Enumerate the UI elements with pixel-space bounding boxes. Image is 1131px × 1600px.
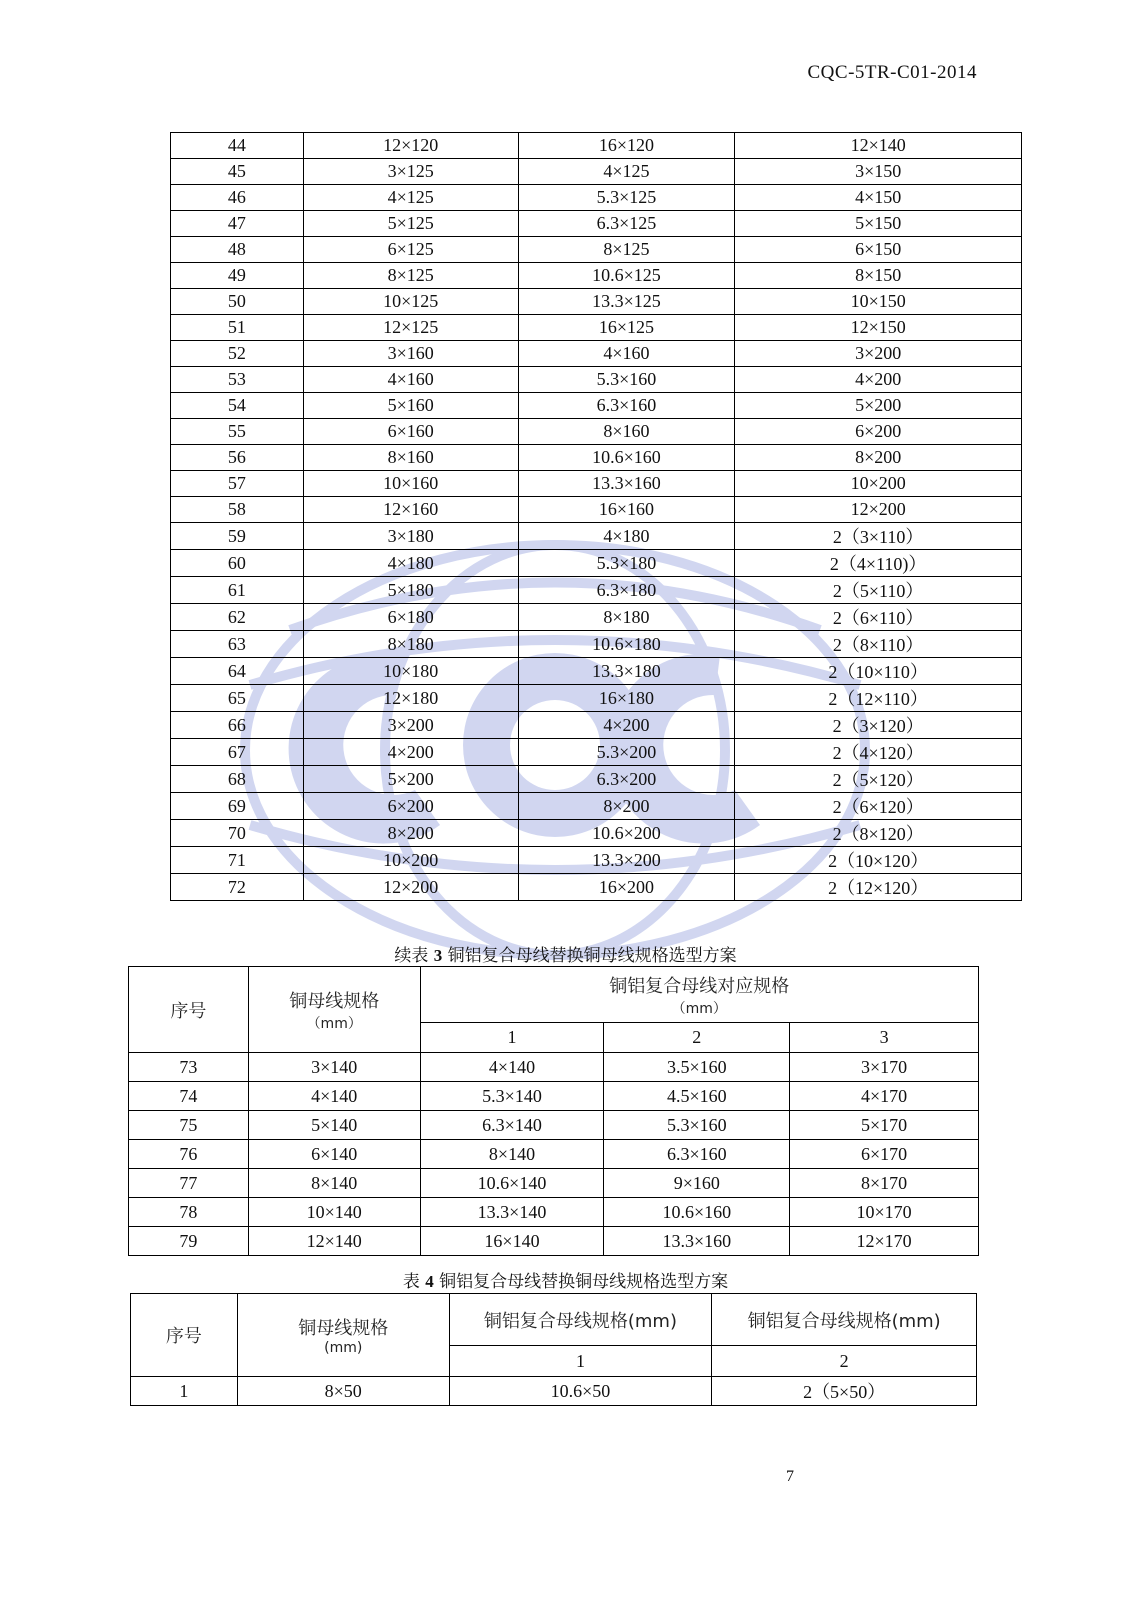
table-cell: 6.3×125 <box>518 211 735 237</box>
table-cell: 72 <box>171 874 304 901</box>
table-cell: 6×200 <box>735 419 1022 445</box>
table-cell: 2（4×110)） <box>735 550 1022 577</box>
table-cell: 2（5×110） <box>735 577 1022 604</box>
table-cell: 4×180 <box>518 523 735 550</box>
table4-caption <box>0 1267 1131 1292</box>
table-cell: 4×170 <box>790 1082 979 1111</box>
table-row <box>171 658 1022 685</box>
table-row <box>171 185 1022 211</box>
table-cell: 3×200 <box>735 341 1022 367</box>
table-row <box>129 1169 979 1198</box>
table-cell: 12×125 <box>303 315 518 341</box>
table-cell: 13.3×125 <box>518 289 735 315</box>
table-cell: 10.6×160 <box>518 445 735 471</box>
table-cell: 50 <box>171 289 304 315</box>
table-cell: 16×180 <box>518 685 735 712</box>
table-cell: 12×200 <box>735 497 1022 523</box>
table-cell: 5×170 <box>790 1111 979 1140</box>
table-cell: 12×140 <box>735 133 1022 159</box>
table-cell: 5.3×125 <box>518 185 735 211</box>
table-cell: 8×125 <box>303 263 518 289</box>
table-cell: 8×200 <box>735 445 1022 471</box>
table-cell: 79 <box>129 1227 249 1256</box>
table-cell: 6.3×160 <box>604 1140 790 1169</box>
table-cell: 6×140 <box>248 1140 420 1169</box>
table-row <box>171 820 1022 847</box>
table-cell: 13.3×160 <box>518 471 735 497</box>
table-cell: 10×140 <box>248 1198 420 1227</box>
table-cell: 68 <box>171 766 304 793</box>
table-cell: 5×180 <box>303 577 518 604</box>
table-3 <box>128 966 979 1256</box>
table-cell: 8×180 <box>518 604 735 631</box>
table-row <box>171 341 1022 367</box>
header-seq: 序号 <box>131 1294 238 1377</box>
table-cell: 4×125 <box>518 159 735 185</box>
table-cell: 65 <box>171 685 304 712</box>
table-cell: 2（4×120） <box>735 739 1022 766</box>
table-row <box>171 237 1022 263</box>
table-cell: 53 <box>171 367 304 393</box>
table-row <box>171 445 1022 471</box>
table-cell: 10.6×50 <box>449 1377 712 1406</box>
header-copper-spec <box>248 967 420 1053</box>
table-cell: 16×125 <box>518 315 735 341</box>
subheader-3: 3 <box>790 1023 979 1053</box>
table-cell: 4×125 <box>303 185 518 211</box>
table-cell: 10×170 <box>790 1198 979 1227</box>
table-cell: 3×140 <box>248 1053 420 1082</box>
table-cell: 10.6×180 <box>518 631 735 658</box>
table-row <box>171 159 1022 185</box>
table-4 <box>130 1293 977 1406</box>
table-cell: 16×140 <box>420 1227 604 1256</box>
table-cell: 2（12×110） <box>735 685 1022 712</box>
table-cell: 5.3×160 <box>518 367 735 393</box>
table-cell: 10×200 <box>735 471 1022 497</box>
table-cell: 12×140 <box>248 1227 420 1256</box>
header-copper-spec-label: 铜母线规格 <box>298 1318 389 1339</box>
table-cell: 73 <box>129 1053 249 1082</box>
header-copper-unit: (mm) <box>324 1340 363 1356</box>
table-row <box>171 577 1022 604</box>
table-row <box>171 497 1022 523</box>
table-cell: 10.6×125 <box>518 263 735 289</box>
table-cell: 4×200 <box>518 712 735 739</box>
table-cell: 56 <box>171 445 304 471</box>
table-row <box>171 367 1022 393</box>
table-cell: 8×200 <box>518 793 735 820</box>
table-cell: 2（3×120） <box>735 712 1022 739</box>
table-cell: 13.3×160 <box>604 1227 790 1256</box>
table-cell: 4×150 <box>735 185 1022 211</box>
caption-number: 3 <box>433 946 443 965</box>
table-cell: 2（5×120） <box>735 766 1022 793</box>
table-cell: 8×140 <box>248 1169 420 1198</box>
table-cell: 8×180 <box>303 631 518 658</box>
table-cell: 10.6×200 <box>518 820 735 847</box>
table-cell: 63 <box>171 631 304 658</box>
table-cell: 49 <box>171 263 304 289</box>
table-cell: 55 <box>171 419 304 445</box>
table-cell: 13.3×200 <box>518 847 735 874</box>
table-cell: 3.5×160 <box>604 1053 790 1082</box>
table-cell: 45 <box>171 159 304 185</box>
table-cell: 47 <box>171 211 304 237</box>
caption-number: 4 <box>425 1272 434 1291</box>
table-cell: 2（10×120） <box>735 847 1022 874</box>
table-cell: 54 <box>171 393 304 419</box>
table-cell: 12×170 <box>790 1227 979 1256</box>
table-cell: 1 <box>131 1377 238 1406</box>
table-cell: 3×125 <box>303 159 518 185</box>
table-row <box>171 847 1022 874</box>
table3-caption <box>0 941 1131 966</box>
table-row <box>171 631 1022 658</box>
table-cell: 12×200 <box>303 874 518 901</box>
table-cell: 6×200 <box>303 793 518 820</box>
table-cell: 8×170 <box>790 1169 979 1198</box>
table-row <box>171 793 1022 820</box>
table-row <box>171 766 1022 793</box>
table-cell: 3×180 <box>303 523 518 550</box>
table-cell: 6×180 <box>303 604 518 631</box>
header-alcu-spec <box>420 967 978 1023</box>
table-cell: 10×180 <box>303 658 518 685</box>
table-cell: 6.3×140 <box>420 1111 604 1140</box>
table-cell: 5.3×140 <box>420 1082 604 1111</box>
header-seq: 序号 <box>129 967 249 1053</box>
table-cell: 6×125 <box>303 237 518 263</box>
header-alcu-spec-2: 铜铝复合母线规格(mm) <box>712 1294 977 1346</box>
table-cell: 2（12×120） <box>735 874 1022 901</box>
header-copper-spec-label: 铜母线规格 <box>289 990 380 1012</box>
table-cell: 6×150 <box>735 237 1022 263</box>
table-cell: 13.3×180 <box>518 658 735 685</box>
caption-text: 铜铝复合母线替换铜母线规格选型方案 <box>447 946 737 966</box>
table-cell: 46 <box>171 185 304 211</box>
table-row <box>129 1140 979 1169</box>
table-cell: 3×170 <box>790 1053 979 1082</box>
table-cell: 6×160 <box>303 419 518 445</box>
table-cell: 10×125 <box>303 289 518 315</box>
header-copper-spec <box>237 1294 449 1377</box>
table-cell: 4.5×160 <box>604 1082 790 1111</box>
caption-prefix: 续表 <box>394 946 429 966</box>
subheader-2: 2 <box>604 1023 790 1053</box>
table-cell: 77 <box>129 1169 249 1198</box>
table-row <box>171 550 1022 577</box>
table-cell: 10×160 <box>303 471 518 497</box>
table-cell: 10×200 <box>303 847 518 874</box>
table-row <box>171 685 1022 712</box>
table-cell: 62 <box>171 604 304 631</box>
table-cell: 16×160 <box>518 497 735 523</box>
table-row <box>171 263 1022 289</box>
table-cell: 59 <box>171 523 304 550</box>
document-code: CQC-5TR-C01-2014 <box>807 62 977 83</box>
table-cell: 6.3×200 <box>518 766 735 793</box>
table-row <box>129 1082 979 1111</box>
table-cell: 4×160 <box>518 341 735 367</box>
table-row <box>171 712 1022 739</box>
table-cell: 2（5×50） <box>712 1377 977 1406</box>
header-copper-unit: （mm） <box>306 1015 362 1032</box>
table-cell: 13.3×140 <box>420 1198 604 1227</box>
table-cell: 48 <box>171 237 304 263</box>
subheader-1: 1 <box>449 1346 712 1377</box>
table-cell: 12×160 <box>303 497 518 523</box>
table-cell: 4×160 <box>303 367 518 393</box>
table-row <box>171 739 1022 766</box>
table-cell: 4×140 <box>248 1082 420 1111</box>
table-row <box>129 1053 979 1082</box>
caption-text: 铜铝复合母线替换铜母线规格选型方案 <box>439 1272 729 1292</box>
table-cell: 2（6×110） <box>735 604 1022 631</box>
table-cell: 2（6×120） <box>735 793 1022 820</box>
table-cell: 9×160 <box>604 1169 790 1198</box>
table-cell: 5×200 <box>735 393 1022 419</box>
table-cell: 57 <box>171 471 304 497</box>
table-cell: 5×200 <box>303 766 518 793</box>
table-cell: 5×160 <box>303 393 518 419</box>
table-cell: 2（8×120） <box>735 820 1022 847</box>
table-cell: 8×125 <box>518 237 735 263</box>
table-row <box>171 419 1022 445</box>
table-cell: 2（10×110） <box>735 658 1022 685</box>
table-row <box>171 523 1022 550</box>
table-cell: 60 <box>171 550 304 577</box>
table-cell: 3×160 <box>303 341 518 367</box>
table-cell: 4×140 <box>420 1053 604 1082</box>
table-cell: 10.6×160 <box>604 1198 790 1227</box>
table-cell: 8×200 <box>303 820 518 847</box>
continued-spec-table <box>170 132 1022 901</box>
table-row <box>131 1377 977 1406</box>
table-cell: 51 <box>171 315 304 341</box>
header-alcu-unit: （mm） <box>671 1000 727 1017</box>
table-cell: 76 <box>129 1140 249 1169</box>
table-cell: 5.3×180 <box>518 550 735 577</box>
table-row <box>171 471 1022 497</box>
table-cell: 8×140 <box>420 1140 604 1169</box>
table-row <box>171 211 1022 237</box>
table-cell: 8×50 <box>237 1377 449 1406</box>
subheader-2: 2 <box>712 1346 977 1377</box>
table-row <box>171 133 1022 159</box>
table-cell: 3×150 <box>735 159 1022 185</box>
subheader-1: 1 <box>420 1023 604 1053</box>
table-cell: 64 <box>171 658 304 685</box>
table-cell: 4×200 <box>303 739 518 766</box>
table-row <box>171 604 1022 631</box>
header-alcu-spec-1: 铜铝复合母线规格(mm) <box>449 1294 712 1346</box>
table-cell: 5.3×160 <box>604 1111 790 1140</box>
table-row <box>129 1198 979 1227</box>
table-row <box>129 1227 979 1256</box>
table-cell: 67 <box>171 739 304 766</box>
table-cell: 6×170 <box>790 1140 979 1169</box>
table-cell: 5×125 <box>303 211 518 237</box>
table-cell: 16×200 <box>518 874 735 901</box>
table-cell: 10.6×140 <box>420 1169 604 1198</box>
table-cell: 6.3×160 <box>518 393 735 419</box>
table-cell: 2（8×110） <box>735 631 1022 658</box>
table-row <box>171 315 1022 341</box>
table-cell: 75 <box>129 1111 249 1140</box>
table-cell: 3×200 <box>303 712 518 739</box>
table-cell: 4×200 <box>735 367 1022 393</box>
table-cell: 71 <box>171 847 304 874</box>
table-cell: 74 <box>129 1082 249 1111</box>
table-cell: 2（3×110） <box>735 523 1022 550</box>
table-cell: 5.3×200 <box>518 739 735 766</box>
table-row <box>129 1111 979 1140</box>
table-cell: 5×140 <box>248 1111 420 1140</box>
table-cell: 16×120 <box>518 133 735 159</box>
table-cell: 70 <box>171 820 304 847</box>
caption-prefix: 表 <box>402 1272 420 1292</box>
table-cell: 44 <box>171 133 304 159</box>
table-cell: 6.3×180 <box>518 577 735 604</box>
table-cell: 10×150 <box>735 289 1022 315</box>
table-row <box>171 289 1022 315</box>
table-cell: 8×160 <box>303 445 518 471</box>
table-cell: 4×180 <box>303 550 518 577</box>
table-cell: 8×150 <box>735 263 1022 289</box>
table-cell: 52 <box>171 341 304 367</box>
table-cell: 12×180 <box>303 685 518 712</box>
table-cell: 58 <box>171 497 304 523</box>
table-cell: 8×160 <box>518 419 735 445</box>
header-alcu-spec-label: 铜铝复合母线对应规格 <box>609 975 790 997</box>
page-number: 7 <box>786 1468 794 1485</box>
table-cell: 5×150 <box>735 211 1022 237</box>
table-cell: 12×120 <box>303 133 518 159</box>
table-cell: 61 <box>171 577 304 604</box>
table-cell: 12×150 <box>735 315 1022 341</box>
table-cell: 78 <box>129 1198 249 1227</box>
table-row <box>171 393 1022 419</box>
table-row <box>171 874 1022 901</box>
table-cell: 66 <box>171 712 304 739</box>
table-cell: 69 <box>171 793 304 820</box>
